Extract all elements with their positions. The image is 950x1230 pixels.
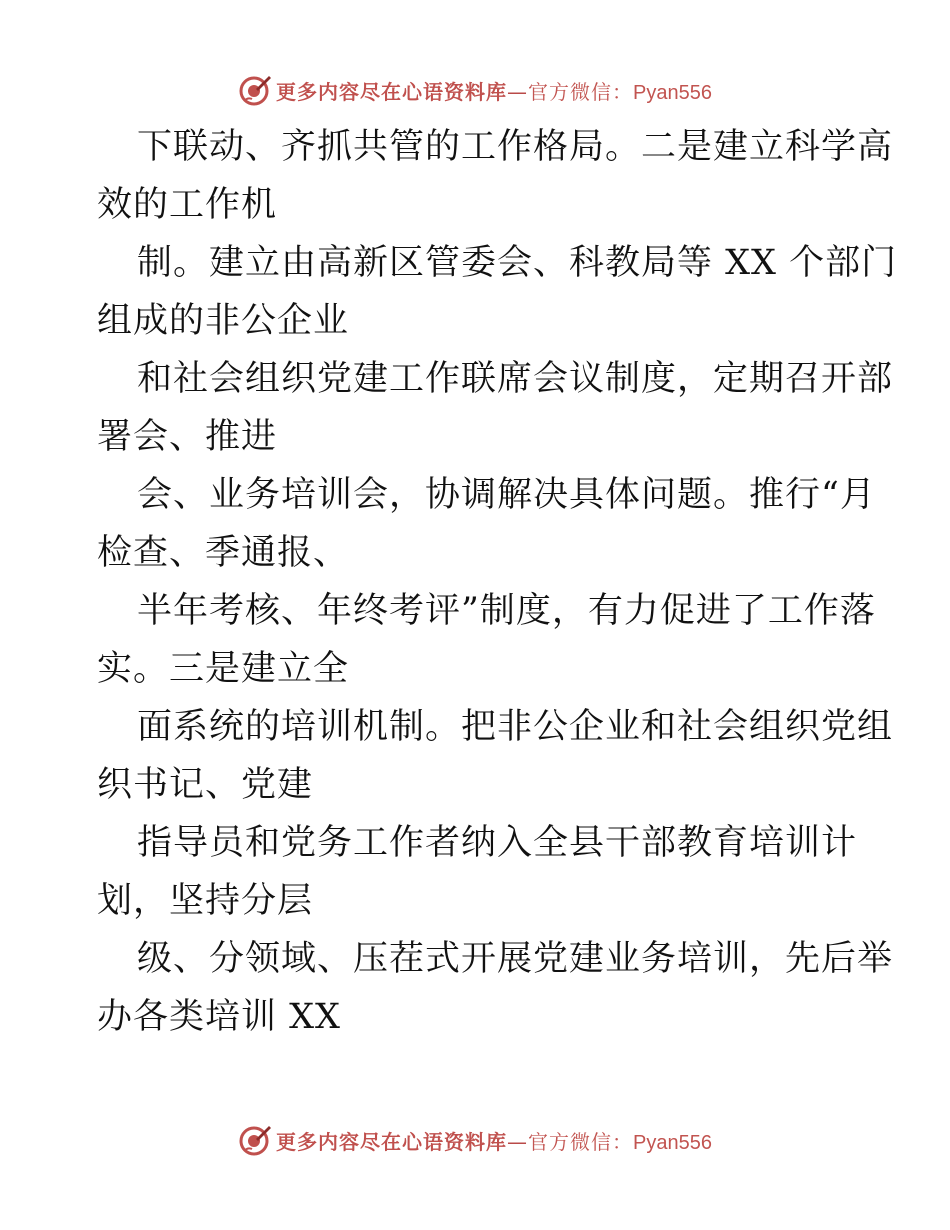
watermark-brand: 更多内容尽在心语资料库 (276, 79, 508, 104)
watermark-wechat-label: 官方微信： (528, 1129, 634, 1154)
watermark-separator: — (507, 79, 529, 104)
paragraph-line: 检查、季通报、 (97, 533, 350, 573)
paragraph (97, 814, 857, 930)
paragraph (97, 698, 894, 814)
paragraph-line: 和社会组织党建工作联席会议制度，定期召开部 (137, 359, 894, 399)
paragraph-line: 办各类培训 XX (97, 997, 341, 1037)
paragraph-line: 织书记、党建 (97, 765, 314, 805)
paragraph-line: 署会、推进 (97, 417, 278, 457)
paragraph (97, 466, 876, 582)
pen-logo-icon (238, 73, 272, 107)
paragraph-line: 面系统的培训机制。把非公企业和社会组织党组 (137, 707, 894, 747)
paragraph (97, 234, 898, 350)
watermark-wechat-label: 官方微信： (528, 79, 634, 104)
paragraph-line: 实。三是建立全 (97, 649, 350, 689)
paragraph-line: 制。建立由高新区管委会、科教局等 XX 个部门 (137, 243, 898, 283)
pen-logo-icon (238, 1123, 272, 1157)
paragraph-line: 级、分领域、压茬式开展党建业务培训，先后举 (137, 939, 894, 979)
paragraph-line: 指导员和党务工作者纳入全县干部教育培训计 (137, 823, 858, 863)
header-watermark (0, 70, 950, 110)
paragraph-line: 下联动、齐抓共管的工作格局。二是建立科学高 (137, 127, 894, 167)
paragraph-line: 半年考核、年终考评”制度，有力促进了工作落 (137, 591, 876, 631)
paragraph (97, 118, 894, 234)
paragraph-line: 划，坚持分层 (97, 881, 314, 921)
paragraph-line: 会、业务培训会，协调解决具体问题。推行“月 (137, 475, 876, 515)
paragraph (97, 350, 894, 466)
document-body (97, 118, 898, 1046)
paragraph-line: 组成的非公企业 (97, 301, 350, 341)
watermark-brand: 更多内容尽在心语资料库 (276, 1129, 508, 1154)
watermark-separator: — (507, 1129, 529, 1154)
paragraph (97, 582, 876, 698)
paragraph-line: 效的工作机 (97, 185, 278, 225)
paragraph (97, 930, 894, 1046)
footer-watermark (0, 1120, 950, 1160)
watermark-wechat-id: Pyan556 (633, 81, 712, 104)
watermark-wechat-id: Pyan556 (633, 1131, 712, 1154)
